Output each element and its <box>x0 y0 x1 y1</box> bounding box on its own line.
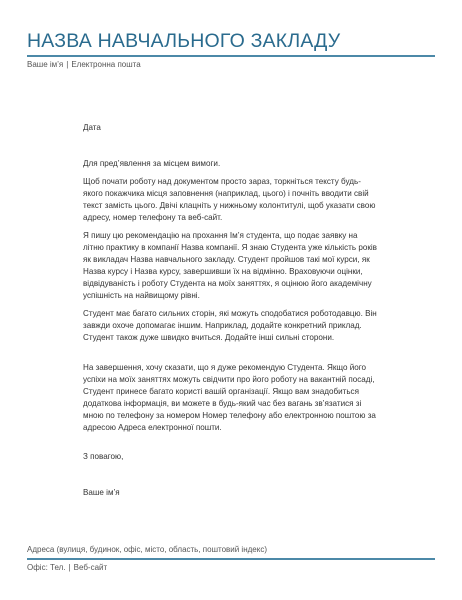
separator: | <box>68 563 71 572</box>
paragraph-text: На завершення, хочу сказати, що я дуже рекомендую Студента. Якщо його успіхи на моїх заняттях можуть свідчити про його роботу на вакантній посаді, Студент принесе багато користі вашій організації. Якщо вам знадобиться додаткова інформація, ви можете в будь-який час без вагань зв’язатися зі мною по телефону за номером Номер телефону або електронною поштою за адресою Адреса електронної пошти. <box>83 363 376 432</box>
letter-paragraph[interactable] <box>83 176 379 224</box>
letter-date[interactable]: Дата <box>83 123 101 132</box>
letter-closing[interactable]: З повагою, <box>83 452 124 461</box>
letter-recipient[interactable]: Для пред’явлення за місцем вимоги. <box>83 159 221 168</box>
footer-website[interactable]: Веб-сайт <box>73 563 108 572</box>
letter-paragraph[interactable] <box>83 308 379 344</box>
paragraph-text: Я пишу цю рекомендацію на прохання Ім’я студента, що подає заявку на літню практику в компанії Назва компанії. Я знаю Студента уже кількість років як викладач Назва навчального закладу. Студент пройшов такі мої курси, як Назва курсу і Назва курсу, завершивши їх на відмінно. Враховуючи оцінки, відвідуваність і роботу Студента на моїх заняттях, я оцінюю його академічну успішність на найвищому рівні. <box>83 231 377 300</box>
footer-office-phone[interactable]: Офіс: Тел. <box>27 563 66 572</box>
letter-paragraph[interactable] <box>83 230 379 302</box>
letter-paragraph[interactable] <box>83 362 379 434</box>
sender-email[interactable]: Електронна пошта <box>71 60 141 69</box>
footer-contact <box>27 563 107 572</box>
footer-divider <box>27 558 435 560</box>
sender-name[interactable]: Ваше ім’я <box>27 60 64 69</box>
institution-name[interactable]: НАЗВА НАВЧАЛЬНОГО ЗАКЛАДУ <box>27 30 341 52</box>
sender-info <box>27 60 141 69</box>
paragraph-text: Щоб почати роботу над документом просто зараз, торкніться тексту будь-якого покажчика місця заповнення (наприклад, цього) і почніть вводити свій текст замість цього. Двічі клацніть у нижньому колонтитулі, щоб указати свою адресу, номер телефону та веб-сайт. <box>83 177 376 222</box>
separator: | <box>66 60 69 69</box>
paragraph-text: Студент має багато сильних сторін, які можуть сподобатися роботодавцю. Він завжди охоче допомагає іншим. Наприклад, додайте конкретний приклад. Студент також дуже швидко вчиться. Додайте інші сильні сторони. <box>83 309 377 342</box>
footer-address[interactable]: Адреса (вулиця, будинок, офіс, місто, область, поштовий індекс) <box>27 545 267 554</box>
letter-signature[interactable]: Ваше ім’я <box>83 488 120 497</box>
header-divider <box>27 55 435 57</box>
